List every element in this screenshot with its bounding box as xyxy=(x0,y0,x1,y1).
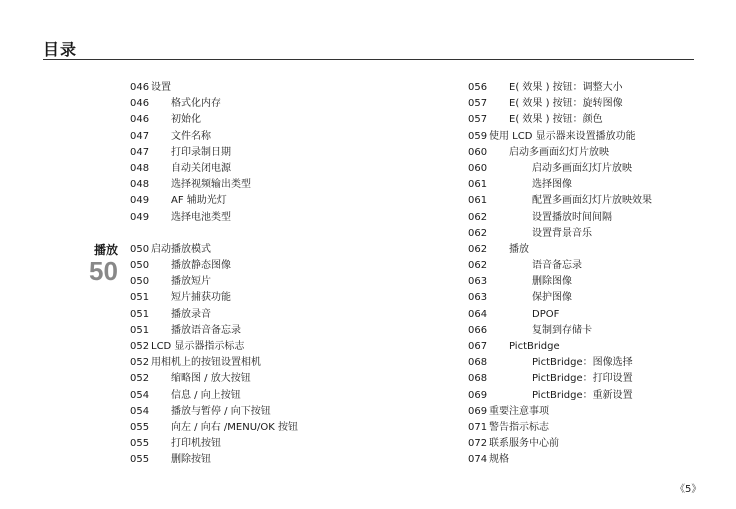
toc-entry-title: DPOF xyxy=(532,308,560,320)
toc-page-number: 047 xyxy=(130,130,150,142)
section-label: 播放 xyxy=(94,243,119,257)
toc-entry-title: 播放语音备忘录 xyxy=(171,324,241,336)
toc-entry-title: E( 效果 ) 按钮：旋转图像 xyxy=(509,98,623,110)
toc-page-number: 060 xyxy=(468,162,488,174)
toc-page-number: 071 xyxy=(468,421,488,433)
toc-page-number: 074 xyxy=(468,454,488,466)
toc-entry-title: 删除按钮 xyxy=(171,454,211,466)
toc-page-number: 062 xyxy=(468,260,488,272)
toc-page-number: 072 xyxy=(468,438,488,450)
toc-entry-title: PictBridge xyxy=(509,341,560,352)
toc-page-number: 063 xyxy=(468,292,488,304)
toc-entry-title: 播放静态图像 xyxy=(171,260,231,272)
toc-page-number: 068 xyxy=(468,357,488,369)
toc-entry-title: 打印录制日期 xyxy=(171,146,231,158)
toc-page-number: 049 xyxy=(130,195,150,207)
title-divider xyxy=(43,59,694,60)
toc-entry-title: 播放与暂停 / 向下按钮 xyxy=(171,405,271,417)
toc-entry-title: 选择图像 xyxy=(532,179,572,191)
toc-page-number: 055 xyxy=(130,438,150,450)
toc-entry-title: PictBridge：重新设置 xyxy=(532,389,633,401)
toc-entry-title: 删除图像 xyxy=(532,276,572,288)
toc-page-number: 050 xyxy=(130,260,150,272)
toc-entry-title: 播放录音 xyxy=(171,308,211,320)
toc-page-number: 061 xyxy=(468,179,488,191)
toc-page-number: 051 xyxy=(130,324,150,336)
toc-page-number: 050 xyxy=(130,276,150,288)
toc-page-number: 048 xyxy=(130,162,150,174)
toc-entry-title: E( 效果 ) 按钮：调整大小 xyxy=(509,82,623,93)
toc-page-number: 052 xyxy=(130,373,150,385)
toc-page-number: 056 xyxy=(468,82,488,93)
toc-entry-title: 重要注意事项 xyxy=(489,405,549,417)
toc-page-number: 063 xyxy=(468,276,488,288)
toc-entry-title: 选择电池类型 xyxy=(171,211,231,223)
toc-entry-title: 信息 / 向上按钮 xyxy=(171,389,241,401)
toc-entry-title: 启动多画面幻灯片放映 xyxy=(509,146,609,158)
toc-entry-title: 设置 xyxy=(151,82,171,93)
toc-page-number: 069 xyxy=(468,389,488,401)
toc-page-number: 062 xyxy=(468,243,488,255)
toc-page-number: 052 xyxy=(130,341,150,352)
toc-entry-title: 复制到存储卡 xyxy=(532,324,592,336)
toc-entry-title: 打印机按钮 xyxy=(171,438,221,450)
toc-page-number: 048 xyxy=(130,179,150,191)
toc-page-number: 055 xyxy=(130,421,150,433)
toc-entry-title: 缩略图 / 放大按钮 xyxy=(171,373,251,385)
toc-entry-title: 警告指示标志 xyxy=(489,421,549,433)
toc-entry-title: 启动播放模式 xyxy=(151,243,211,255)
toc-page-number: 059 xyxy=(468,130,488,142)
toc-page-number: 046 xyxy=(130,114,150,126)
toc-entry-title: 短片捕获功能 xyxy=(171,292,231,304)
toc-entry-title: PictBridge：图像选择 xyxy=(532,357,633,369)
toc-page-number: 061 xyxy=(468,195,488,207)
toc-page-number: 055 xyxy=(130,454,150,466)
toc-page-number: 057 xyxy=(468,114,488,126)
toc-entry-title: 选择视频输出类型 xyxy=(171,179,251,191)
page-title: 目录 xyxy=(43,40,78,59)
toc-entry-title: 用相机上的按钮设置相机 xyxy=(151,357,261,369)
toc-page-number: 046 xyxy=(130,98,150,110)
toc-page-number: 062 xyxy=(468,211,488,223)
toc-entry-title: 规格 xyxy=(489,454,509,466)
toc-page-number: 054 xyxy=(130,389,150,401)
toc-entry-title: 初始化 xyxy=(171,114,201,126)
toc-page-number: 054 xyxy=(130,405,150,417)
toc-entry-title: 设置背景音乐 xyxy=(532,227,592,239)
toc-page-number: 051 xyxy=(130,308,150,320)
toc-page-number: 046 xyxy=(130,82,150,93)
toc-page-number: 052 xyxy=(130,357,150,369)
toc-entry-title: 配置多画面幻灯片放映效果 xyxy=(532,195,652,207)
toc-entry-title: AF 辅助光灯 xyxy=(171,195,227,207)
toc-entry-title: E( 效果 ) 按钮：颜色 xyxy=(509,114,603,126)
toc-page-number: 060 xyxy=(468,146,488,158)
toc-page-number: 068 xyxy=(468,373,488,385)
toc-page-number: 050 xyxy=(130,243,150,255)
toc-page-number: 062 xyxy=(468,227,488,239)
toc-entry-title: 格式化内存 xyxy=(171,98,221,110)
toc-entry-title: PictBridge：打印设置 xyxy=(532,373,633,385)
toc-page-number: 047 xyxy=(130,146,150,158)
toc-entry-title: 自动关闭电源 xyxy=(171,162,231,174)
toc-entry-title: 保护图像 xyxy=(532,292,572,304)
toc-entry-title: LCD 显示器指示标志 xyxy=(151,341,245,352)
toc-entry-title: 语音备忘录 xyxy=(532,260,582,272)
toc-entry-title: 向左 / 向右 /MENU/OK 按钮 xyxy=(171,421,298,433)
toc-entry-title: 播放 xyxy=(509,243,529,255)
page-number: 《5》 xyxy=(675,484,702,495)
toc-page-number: 051 xyxy=(130,292,150,304)
toc-entry-title: 文件名称 xyxy=(171,130,211,142)
toc-entry-title: 联系服务中心前 xyxy=(489,438,559,450)
toc-page-number: 064 xyxy=(468,308,488,320)
toc-page-number: 057 xyxy=(468,98,488,110)
toc-entry-title: 启动多画面幻灯片放映 xyxy=(532,162,632,174)
toc-entry-title: 使用 LCD 显示器来设置播放功能 xyxy=(489,130,636,142)
toc-page-number: 067 xyxy=(468,341,488,352)
toc-page-number: 069 xyxy=(468,405,488,417)
toc-entry-title: 播放短片 xyxy=(171,276,211,288)
toc-page-number: 066 xyxy=(468,324,488,336)
toc-entry-title: 设置播放时间间隔 xyxy=(532,211,612,223)
section-number: 50 xyxy=(89,256,118,286)
toc-page-number: 049 xyxy=(130,211,150,223)
